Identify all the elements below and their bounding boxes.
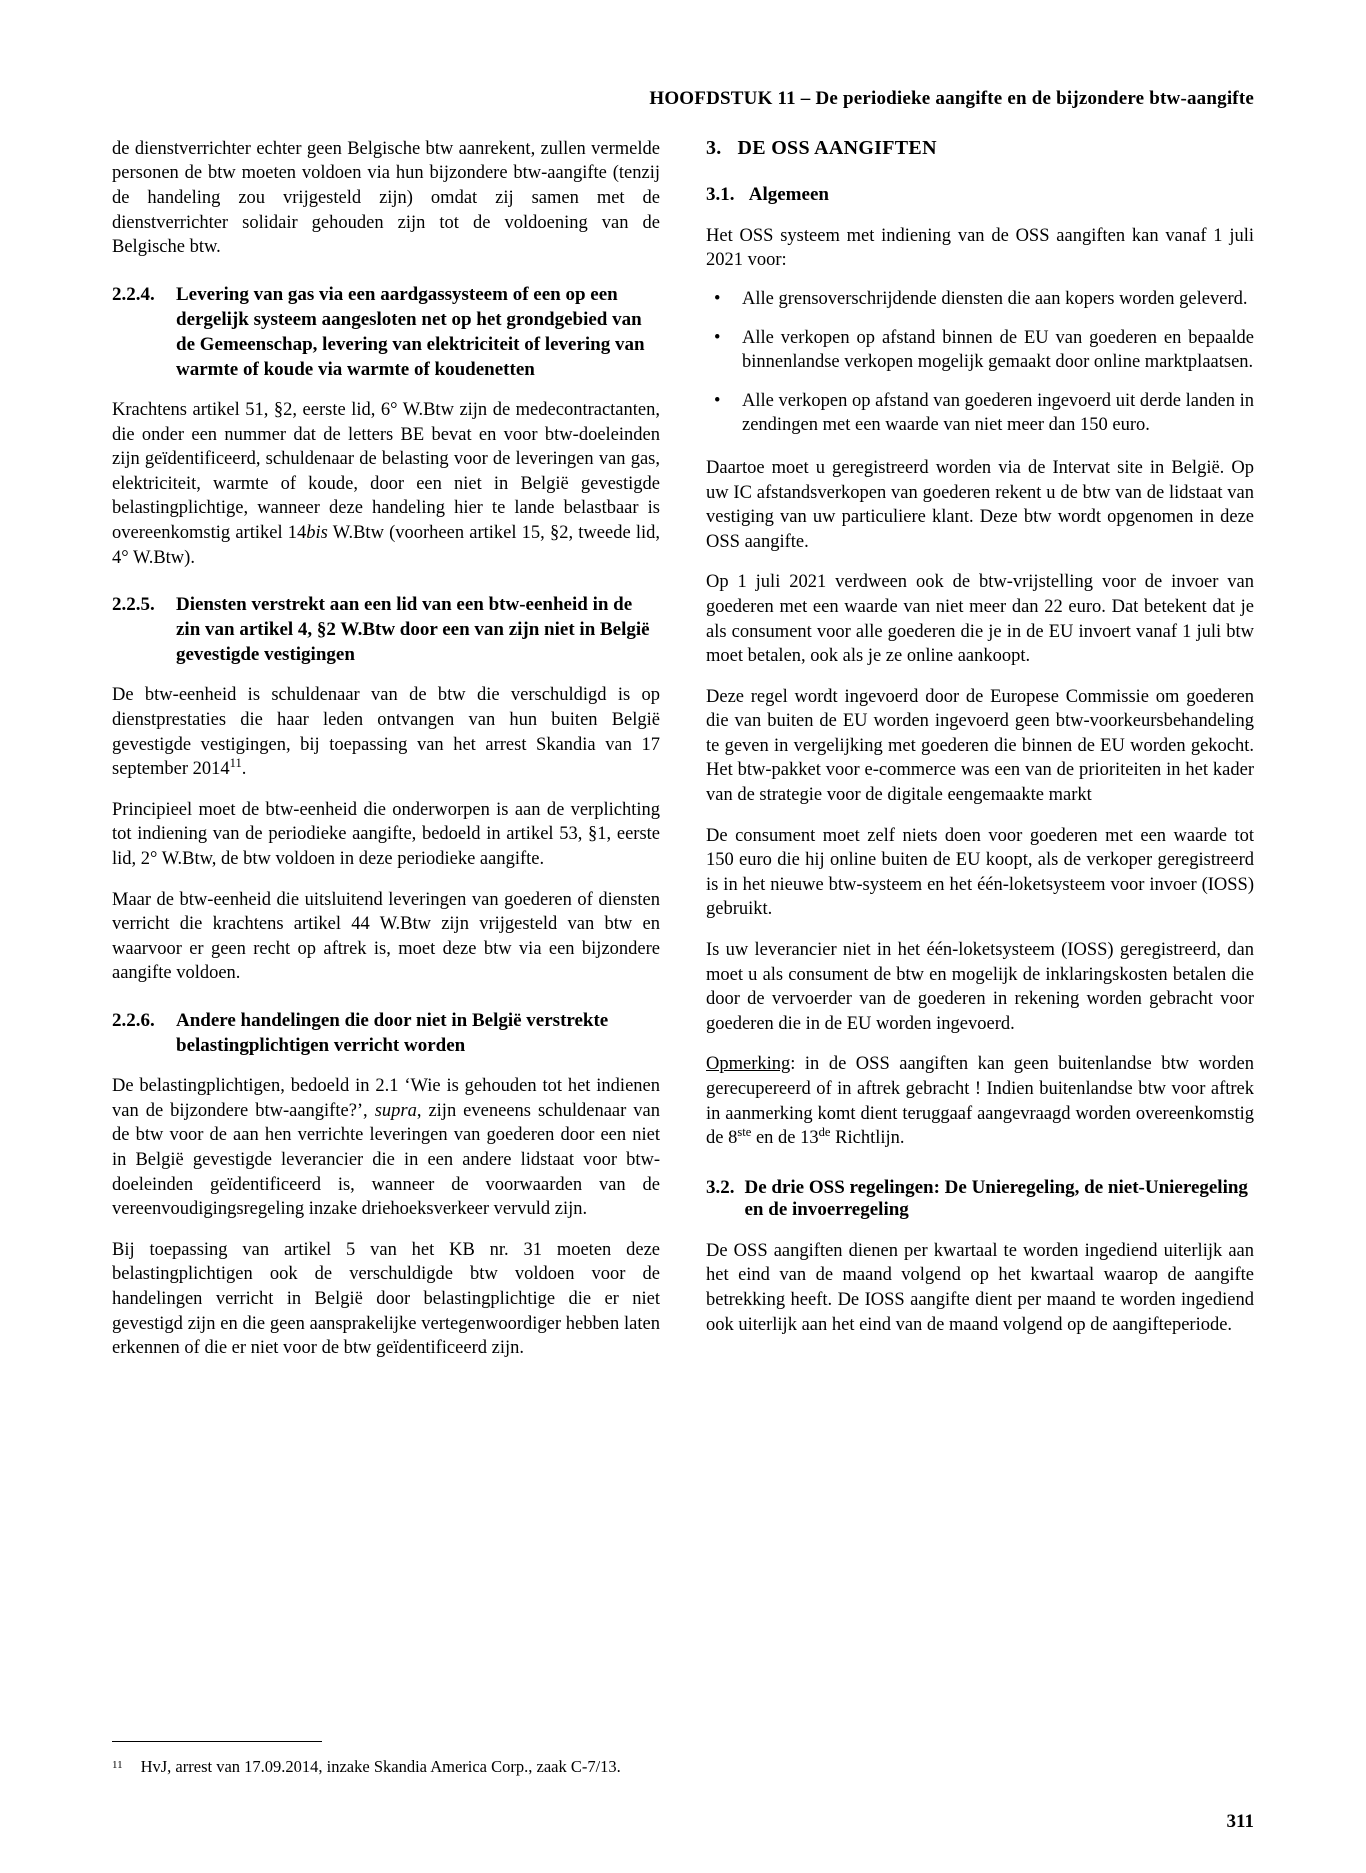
heading-section-3-number: 3. bbox=[706, 136, 722, 159]
heading-3-1-text: Algemeen bbox=[748, 183, 829, 205]
heading-2-2-6 bbox=[112, 1008, 660, 1058]
opmerking-superscript-ste: ste bbox=[737, 1125, 752, 1140]
paragraph-3-1-e: De consument moet zelf niets doen voor goederen met een waarde tot 150 euro die hij online buiten de EU koopt, als de verkoper geregistreerd is in het nieuwe btw-systeem en het één-loketsysteem voor invoer (IOSS) gebruikt. bbox=[706, 825, 1254, 920]
footnote-item bbox=[112, 1756, 1254, 1777]
paragraph-3-1-a: Het OSS systeem met indiening van de OSS aangiften kan vanaf 1 juli 2021 voor: bbox=[706, 225, 1254, 271]
heading-3-2-number: 3.2. bbox=[706, 1176, 735, 1198]
running-head: HOOFDSTUK 11 – De periodieke aangifte en de bijzondere btw-aangifte bbox=[649, 88, 1254, 109]
list-item: • Alle verkopen op afstand binnen de EU van goederen en bepaalde binnenlandse verkopen mogelijk gemaakt door online marktplaatsen. bbox=[706, 326, 1254, 375]
heading-2-2-5-number: 2.2.5. bbox=[112, 594, 155, 616]
paragraph-intro: de dienstverrichter echter geen Belgische btw aanrekent, zullen vermelde personen de btw moeten voldoen via hun bijzondere btw-aangifte (tenzij de handeling zou vrijgesteld zijn) omdat zij samen met de dienstverrichter solidair gehouden zijn tot de voldoening van de Belgische btw. bbox=[112, 138, 660, 258]
list-item: • Alle verkopen op afstand van goederen ingevoerd uit derde landen in zendingen met een waarde van niet meer dan 150 euro. bbox=[706, 389, 1254, 438]
heading-2-2-5 bbox=[112, 592, 660, 667]
paragraph-3-1-f: Is uw leverancier niet in het één-loketsysteem (IOSS) geregistreerd, dan moet u als consument de btw en mogelijk de inklaringskosten betalen die door de vervoerder van de goederen in rekening worden gebracht voor goederen die in de EU worden ingevoerd. bbox=[706, 940, 1254, 1034]
bullet-list-oss-scope bbox=[706, 287, 1254, 438]
paragraph-3-1-b: Daartoe moet u geregistreerd worden via de Intervat site in België. Op uw IC afstandsverkopen van goederen rekent u de btw van de lidstaat van vestiging van uw particuliere klant. Deze btw wordt opgenomen in deze OSS aangifte. bbox=[706, 457, 1254, 552]
footnote-marker: 11 bbox=[112, 1758, 123, 1771]
paragraph-2-2-6-b: Bij toepassing van artikel 5 van het KB nr. 31 moeten deze belastingplichtigen ook de verschuldigde btw voldoen voor de handelingen verricht in België door belastingplichtige die er niet gevestigd zijn en die geen aansprakelijke vertegenwoordiger hebben laten erkennen of die er niet voor de btw geïdentificeerd zijn. bbox=[112, 1239, 660, 1359]
paragraph-opmerking bbox=[706, 1052, 1254, 1150]
paragraph-2-2-4-a bbox=[112, 398, 660, 570]
paragraph-2-2-6-a-italic: supra bbox=[374, 1100, 417, 1121]
heading-section-3-text: DE OSS AANGIFTEN bbox=[737, 136, 937, 159]
heading-2-2-5-text: Diensten verstrekt aan een lid van een btw-eenheid in de zin van artikel 4, §2 W.Btw door een van zijn niet in België gevestigde vestigingen bbox=[176, 594, 650, 666]
list-item: • Alle grensoverschrijdende diensten die aan kopers worden geleverd. bbox=[706, 287, 1254, 312]
opmerking-text-b: en de 13 bbox=[751, 1128, 819, 1149]
paragraph-3-1-c: Op 1 juli 2021 verdween ook de btw-vrijstelling voor de invoer van goederen met een waarde van niet meer dan 22 euro. Dat betekent dat je als consument voor alle goederen die je in de EU invoert vanaf 1 juli btw moet betalen, ook als je ze online aankoopt. bbox=[706, 572, 1254, 667]
paragraph-3-1-d: Deze regel wordt ingevoerd door de Europese Commissie om goederen die van buiten de EU worden ingevoerd geen btw-voorkeursbehandeling te geven in vergelijking met goederen die binnen de EU worden gekocht. Het btw-pakket voor e-commerce was een van de prioriteiten in het kader van de strategie voor de digitale eengemaakte markt bbox=[706, 686, 1254, 806]
heading-3-1 bbox=[706, 184, 1254, 206]
opmerking-text-a: : in de OSS aangiften kan geen buitenlandse btw worden gerecupereerd of in aftrek gebracht ! Indien buitenlandse btw voor aftrek in aanmerking komt dient teruggaaf aangevraagd worden overeenkomstig de 8 bbox=[706, 1054, 1254, 1149]
paragraph-2-2-5-a bbox=[112, 683, 660, 781]
paragraph-2-2-5-a-part1: De btw-eenheid is schuldenaar van de btw die verschuldigd is op dienstprestaties die haar leden ontvangen van hun buiten België gevestigde vestigingen, bij toepassing van het arrest Skandia van 17 september 2014 bbox=[112, 685, 660, 780]
heading-2-2-6-number: 2.2.6. bbox=[112, 1010, 155, 1031]
page-number: 311 bbox=[1226, 1811, 1254, 1832]
heading-3-2-text: De drie OSS regelingen: De Unieregeling, de niet-Unieregeling en de invoerregeling bbox=[744, 1176, 1248, 1220]
heading-2-2-6-text: Andere handelingen die door niet in België verstrekte belastingplichtigen verricht worden bbox=[176, 1010, 609, 1057]
paragraph-2-2-5-c: Maar de btw-eenheid die uitsluitend leveringen van goederen of diensten verricht die krachtens artikel 44 W.Btw zijn vrijgesteld van btw en waarvoor er geen recht op aftrek is, moet deze btw via een bijzondere aangifte voldoen. bbox=[112, 889, 660, 984]
left-column bbox=[112, 137, 660, 1377]
opmerking-label: Opmerking bbox=[706, 1054, 791, 1075]
two-column-body bbox=[112, 137, 1254, 1377]
opmerking-superscript-de: de bbox=[818, 1125, 831, 1140]
footnotes-area bbox=[112, 1741, 1254, 1777]
paragraph-2-2-5-a-part2: . bbox=[241, 759, 247, 780]
paragraph-2-2-6-a bbox=[112, 1074, 660, 1222]
paragraph-2-2-6-a-part1: De belastingplichtigen, bedoeld in 2.1 ‘Wie is gehouden tot het indienen van de bijzondere btw-aangifte?’, bbox=[112, 1076, 660, 1121]
heading-2-2-4-text: Levering van gas via een aardgassysteem of een op een dergelijk systeem aangesloten net op het grondgebied van de Gemeenschap, levering van elektriciteit of levering van warmte of koude via warmte of koudenetten bbox=[176, 283, 645, 380]
footnote-text: HvJ, arrest van 17.09.2014, inzake Skandia America Corp., zaak C-7/13. bbox=[140, 1756, 621, 1776]
paragraph-2-2-5-b: Principieel moet de btw-eenheid die onderworpen is aan de verplichting tot indiening van de periodieke aangifte, bedoeld in artikel 53, §1, eerste lid, 2° W.Btw, de btw voldoen in deze periodieke aangifte. bbox=[112, 799, 660, 870]
paragraph-2-2-4-a-italic: bis bbox=[306, 523, 328, 544]
heading-3-2 bbox=[706, 1177, 1254, 1221]
heading-3-1-number: 3.1. bbox=[706, 183, 735, 205]
paragraph-3-2-a: De OSS aangiften dienen per kwartaal te worden ingediend uiterlijk aan het eind van de maand volgend op het kwartaal waarop de aangifte betrekking heeft. De IOSS aangifte dient per maand te worden ingediend ook uiterlijk aan het eind van de maand volgend op de aangifteperiode. bbox=[706, 1240, 1254, 1335]
paragraph-2-2-6-a-part2: , zijn eveneens schuldenaar van de btw voor de aan hen verrichte leveringen van goederen door een niet in België gevestigde leverancier die in een andere lidstaat voor btw-doeleinden geïdentificeerd is, wanneer de voorwaarden van de vereenvoudigingsregeling inzake driehoeksverkeer vervuld zijn. bbox=[112, 1100, 661, 1220]
footnote-reference-11: 11 bbox=[229, 756, 242, 771]
footnote-separator-rule bbox=[112, 1741, 322, 1742]
heading-2-2-4 bbox=[112, 282, 660, 382]
paragraph-2-2-4-a-part2: W.Btw (voorheen artikel 15, §2, tweede lid, 4° W.Btw). bbox=[112, 523, 660, 568]
heading-2-2-4-number: 2.2.4. bbox=[112, 283, 155, 305]
paragraph-2-2-4-a-part1: Krachtens artikel 51, §2, eerste lid, 6° W.Btw zijn de medecontractanten, die onder een nummer dat de letters BE bevat en voor btw-doeleinden zijn geïdentificeerd, schuldenaar de belasting voor de leveringen van gas, elektriciteit, warmte of koude, door een niet in België gevestigde belastingplichtige, wanneer deze handeling hier te lande belastbaar is overeenkomstig artikel 14 bbox=[112, 400, 660, 544]
right-column bbox=[706, 137, 1254, 1353]
opmerking-text-c: Richtlijn. bbox=[830, 1128, 905, 1149]
heading-section-3 bbox=[706, 137, 1254, 160]
